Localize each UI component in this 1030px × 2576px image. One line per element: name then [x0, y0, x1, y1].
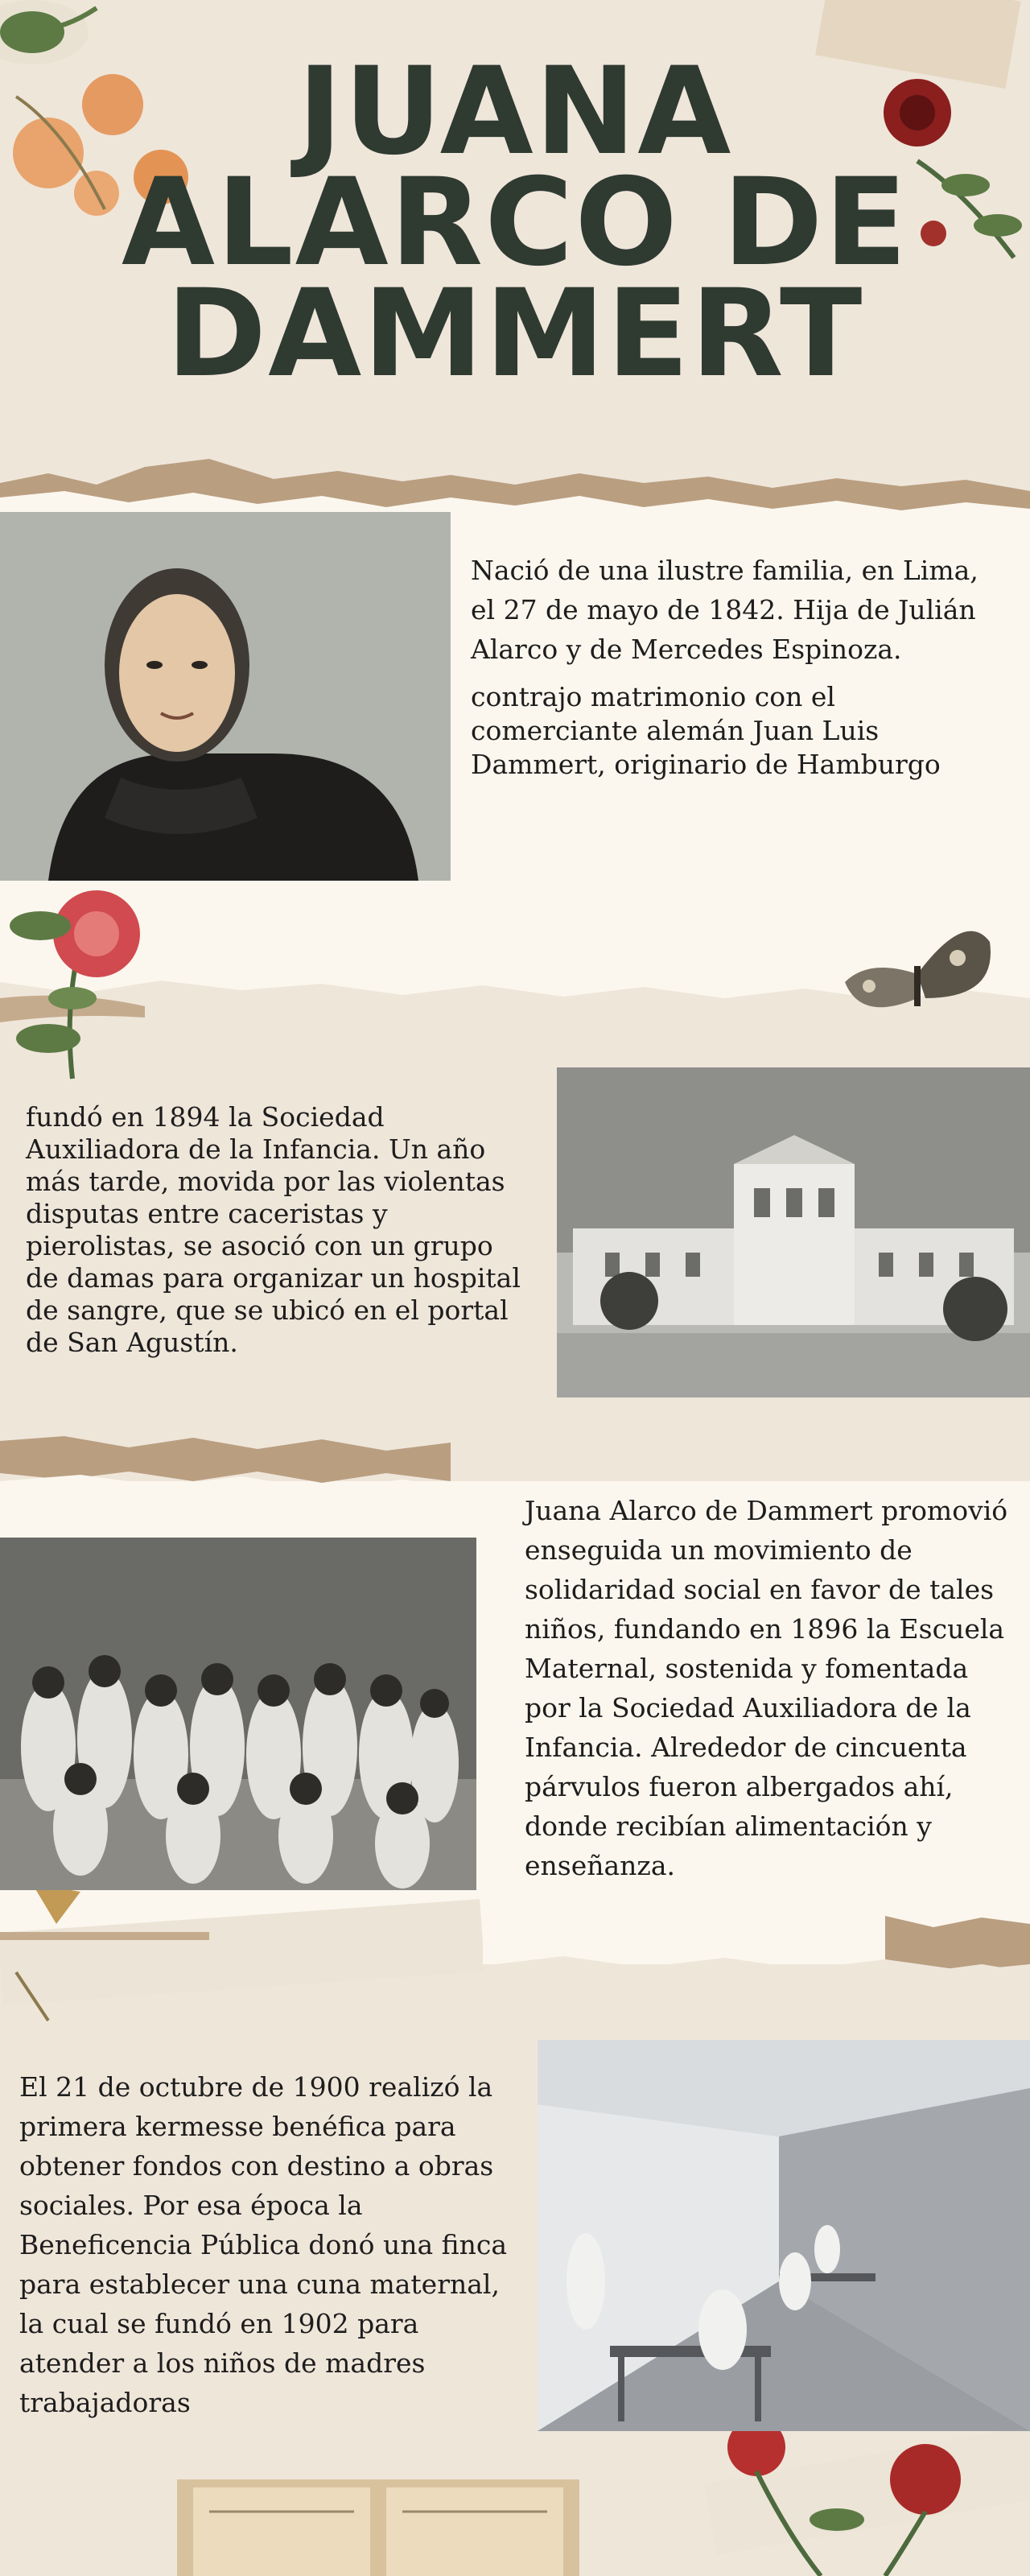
section3-paragraph: Juana Alarco de Dammert promovió enseguida un movimiento de solidaridad social en favor de tales niños, fundando en 1896 la Escuela Maternal, sostenida y fomentada por la Sociedad Auxiliadora de la Infancia. Alrededor de cincuenta párvulos fueron albergados ahí, donde recibían alimentación y enseñanza. — [525, 1495, 1008, 1881]
title-line-2: ALARCO DE — [121, 153, 909, 293]
section2-paragraph: fundó en 1894 la Sociedad Auxiliadora de la Infancia. Un año más tarde, movida por las violentas disputas entre caceristas y pierolistas, se asoció con un grupo de damas para organizar un hospital de sangre, que se ubicó en el portal de San Agustín. — [26, 1101, 521, 1358]
newsprint-strips-icon — [0, 1884, 483, 2029]
hospital-building-photo — [557, 1067, 1030, 1397]
title-line-1: JUANA — [297, 42, 733, 182]
section4-paragraph: El 21 de octubre de 1900 realizó la primera kermesse benéfica para obtener fondos con destino a obras sociales. Por esa época la Beneficencia Pública donó una finca para establecer una cuna maternal, la cual se fundó en 1902 para atender a los niños de madres trabajadoras — [19, 2071, 508, 2418]
section3-text — [525, 1491, 1016, 1885]
section1-text — [471, 551, 1010, 782]
butterfly-icon — [837, 910, 998, 1046]
pink-rose-icon — [0, 877, 145, 1087]
title-line-3: DAMMERT — [166, 264, 864, 404]
red-flowers-icon — [660, 2423, 1030, 2576]
section2-text — [26, 1101, 525, 1359]
nursery-corridor-photo — [538, 2040, 1030, 2431]
children-group-photo — [0, 1538, 476, 1890]
page-title — [0, 42, 1030, 404]
section4-text — [19, 2067, 518, 2422]
portrait-illustration — [0, 512, 451, 881]
section1-paragraph-2: contrajo matrimonio con el comerciante alemán Juan Luis Dammert, originario de Hamburgo — [471, 681, 941, 780]
old-book-icon — [161, 2463, 595, 2576]
section1-paragraph-1: Nació de una ilustre familia, en Lima, el 27 de mayo de 1842. Hija de Julián Alarco y de Mercedes Espinoza. — [471, 555, 978, 665]
